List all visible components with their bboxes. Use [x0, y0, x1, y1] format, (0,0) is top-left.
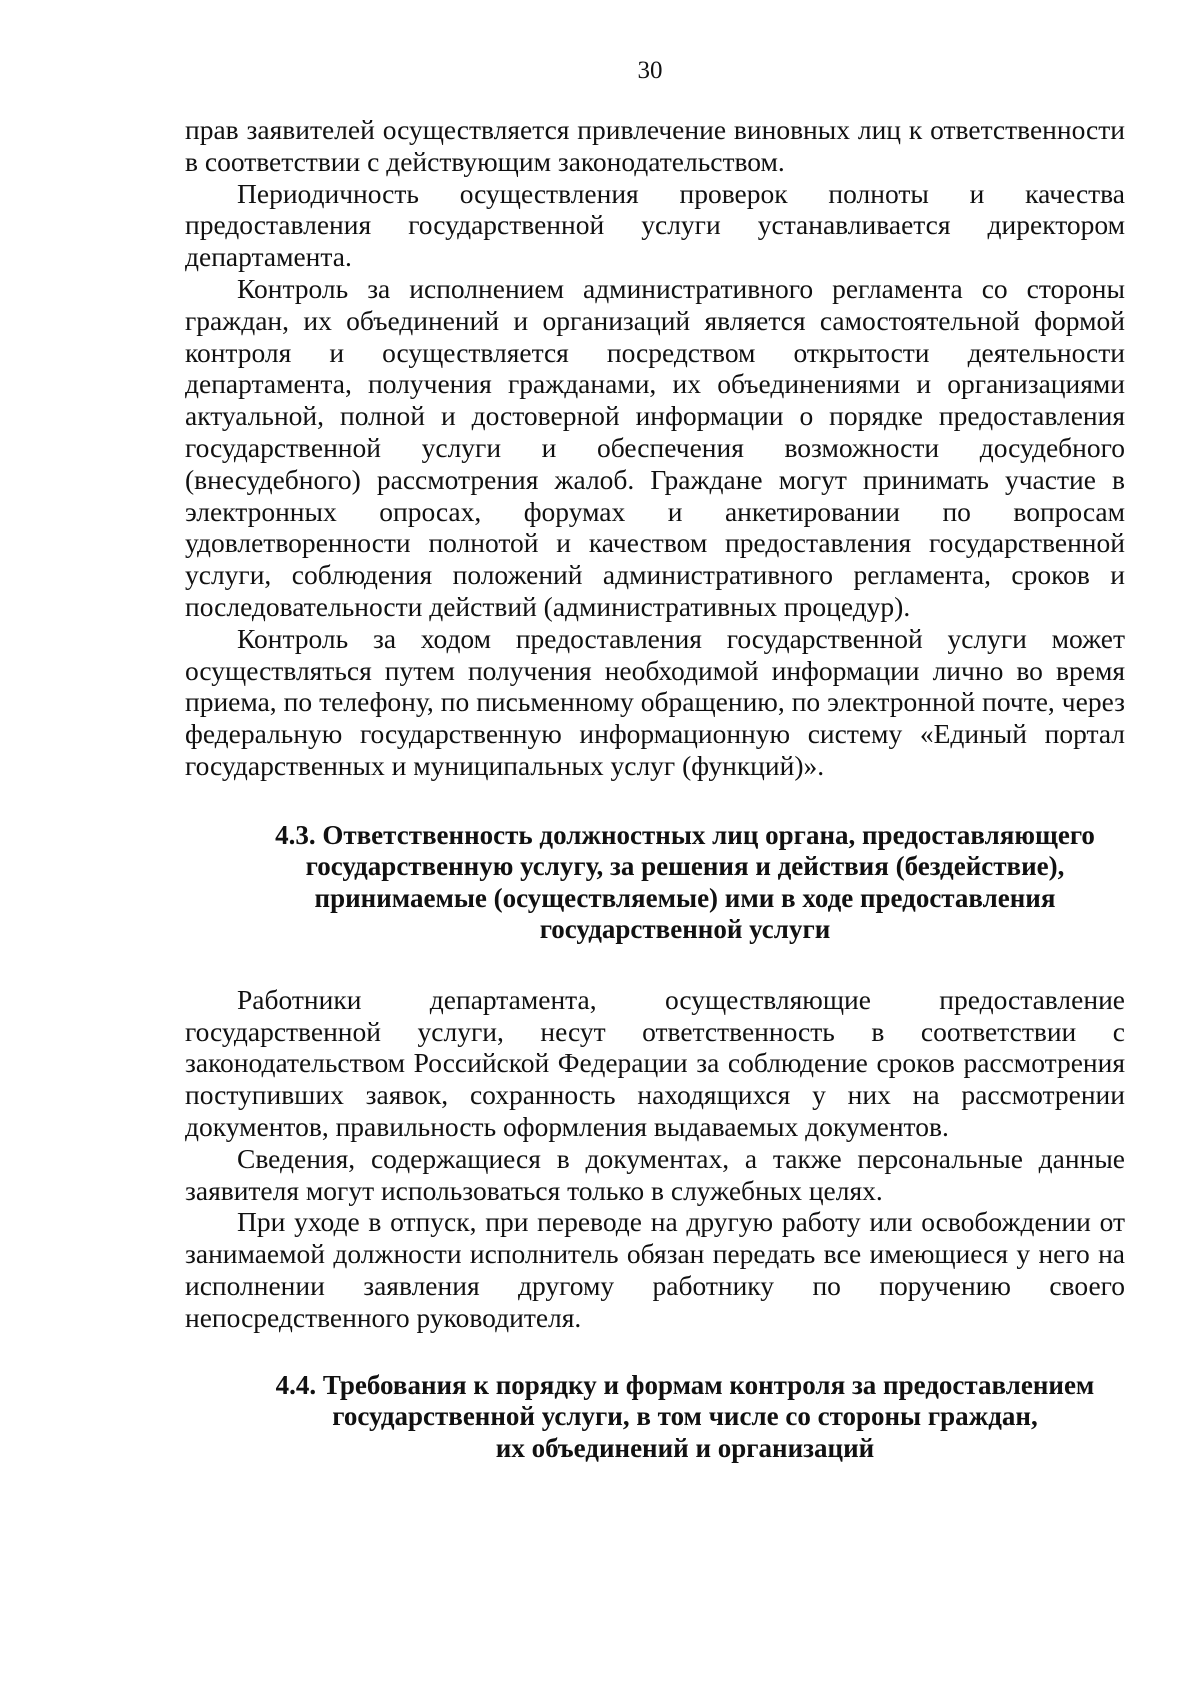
paragraph-periodicity: Периодичность осуществления проверок полноты и качества предоставления государственной услуги устанавливается директором департамента.: [185, 177, 1125, 273]
paragraph-handover: При уходе в отпуск, при переводе на другую работу или освобождении от занимаемой должности исполнитель обязан передать все имеющиеся у него на исполнении заявления другому работнику по поручению своего непосредственного руководителя.: [185, 1206, 1125, 1333]
heading-line: 4.3. Ответственность должностных лиц органа, предоставляющего: [275, 819, 1095, 850]
paragraph-continuation: прав заявителей осуществляется привлечение виновных лиц к ответственности в соответствии с действующим законодательством.: [185, 114, 1125, 177]
paragraph-citizen-control: Контроль за исполнением административного регламента со стороны граждан, их объединений и организаций является самостоятельной формой контроля и осуществляется посредством открытости деятельности департамента, получения гражданами, их объединениями и организациями актуальной, полной и достоверной информации о порядке предоставления государственной услуги и обеспечения возможности досудебного (внесудебного) рассмотрения жалоб. Граждане могут принимать участие в электронных опросах, форумах и анкетировании по вопросам удовлетворенности полнотой и качеством предоставления государственной услуги, соблюдения положений административного регламента, сроков и последовательности действий (административных процедур).: [185, 272, 1125, 622]
document-body: [185, 114, 1125, 1464]
section-heading-4-3: [185, 820, 1125, 946]
paragraph-confidentiality: Сведения, содержащиеся в документах, а также персональные данные заявителя могут использоваться только в служебных целях.: [185, 1142, 1125, 1206]
heading-line: государственной услуги, в том числе со стороны граждан,: [332, 1401, 1038, 1431]
paragraph-progress-control: Контроль за ходом предоставления государственной услуги может осуществляться путем получения необходимой информации лично во время приема, по телефону, по письменному обращению, по электронной почте, через федеральную государственную информационную систему «Единый портал государственных и муниципальных услуг (функций)».: [185, 622, 1125, 781]
heading-line: 4.4. Требования к порядку и формам контроля за предоставлением: [275, 1369, 1095, 1400]
page-number: 30: [637, 57, 663, 84]
paragraph-responsibility: Работники департамента, осуществляющие предоставление государственной услуги, несут ответственность в соответствии с законодательством Российской Федерации за соблюдение сроков рассмотрения поступивших заявок, сохранность находящихся у них на рассмотрении документов, правильность оформления выдаваемых документов.: [185, 983, 1125, 1142]
heading-line: принимаемые (осуществляемые) ими в ходе предоставления: [314, 882, 1056, 913]
heading-line: их объединений и организаций: [495, 1432, 875, 1463]
section-heading-4-4: [185, 1370, 1125, 1465]
heading-line: государственной услуги: [539, 914, 831, 945]
heading-line: государственную услугу, за решения и действия (бездействие),: [305, 851, 1065, 882]
